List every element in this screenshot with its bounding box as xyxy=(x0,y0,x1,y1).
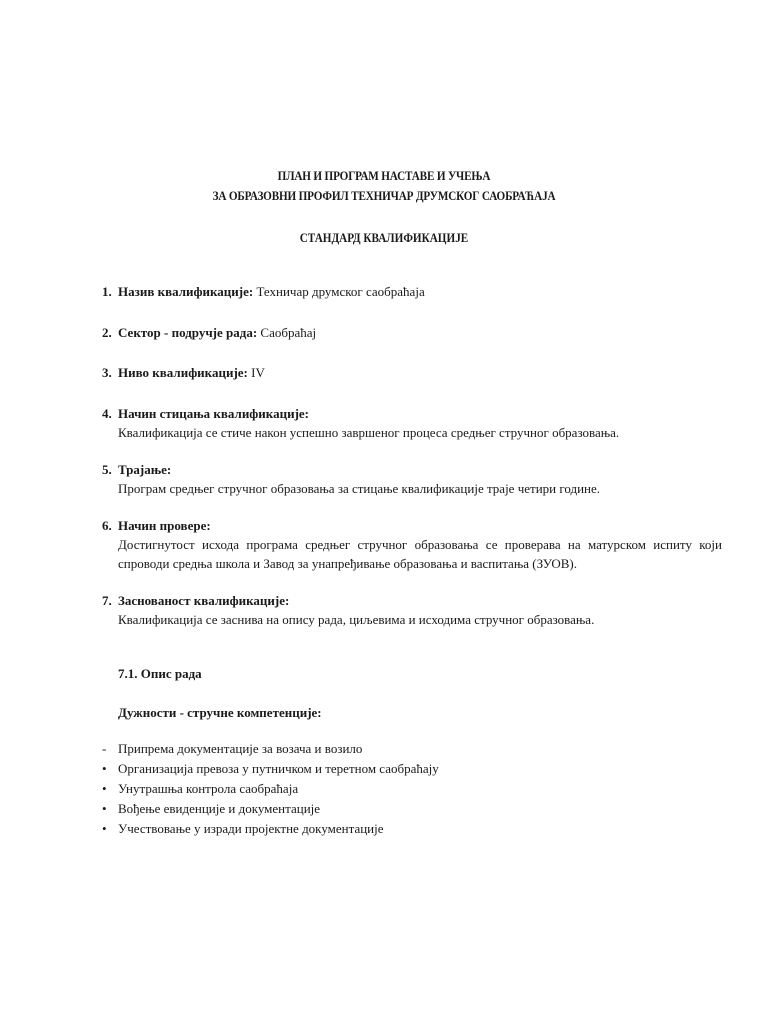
item-description: Квалификација се стиче након успешно завршеног процеса средњег стручног образовања. xyxy=(118,425,620,440)
item-label: Трајање: xyxy=(118,462,172,477)
duty-text: Припрема документације за возача и возило xyxy=(118,741,363,756)
list-item xyxy=(102,591,722,629)
duties-list xyxy=(102,739,602,839)
list-item xyxy=(102,759,602,779)
item-number: 3. xyxy=(102,365,112,380)
list-item xyxy=(102,799,602,819)
bullet-icon: • xyxy=(102,821,107,836)
duty-text: Вођење евиденције и документације xyxy=(118,801,321,816)
list-item xyxy=(102,460,722,498)
item-description: Програм средњег стручног образовања за стицање квалификације траје четири године. xyxy=(118,481,601,496)
item-number: 6. xyxy=(102,518,112,533)
title-block xyxy=(0,166,768,248)
item-number: 5. xyxy=(102,462,112,477)
item-label: Начин провере: xyxy=(118,518,211,533)
qualification-list xyxy=(102,282,722,629)
item-label: Ниво квалификације: xyxy=(118,365,248,380)
list-item xyxy=(102,819,602,839)
item-number: 1. xyxy=(102,284,112,299)
item-label: Сектор - подручје рада: xyxy=(118,325,258,340)
document-title-line-2: ЗА ОБРАЗОВНИ ПРОФИЛ ТЕХНИЧАР ДРУМСКОГ САОБРАЋАЈА xyxy=(212,188,556,203)
item-number: 2. xyxy=(102,325,112,340)
list-item xyxy=(102,363,722,382)
item-number: 7. xyxy=(102,593,112,608)
document-subtitle: СТАНДАРД КВАЛИФИКАЦИЈЕ xyxy=(299,230,469,245)
item-value: Саобраћај xyxy=(257,325,317,340)
duty-text: Унутрашња контрола саобраћаја xyxy=(118,781,299,796)
list-item xyxy=(102,323,722,342)
item-label: Назив квалификације: xyxy=(118,284,254,299)
list-item xyxy=(102,282,722,301)
duty-text: Учествовање у изради пројектне документације xyxy=(118,821,384,836)
list-item xyxy=(102,516,722,573)
item-description: Достигнутост исхода програма средњег стручног образовања се проверава на матурском испиту који спроводи средња школа и Завод за унапређивање образовања и васпитања (ЗУОВ). xyxy=(118,537,722,571)
bullet-icon: • xyxy=(102,761,107,776)
bullet-icon: • xyxy=(102,781,107,796)
duty-text: Организација превоза у путничком и теретном саобраћају xyxy=(118,761,439,776)
item-value: Техничар друмског саобраћаја xyxy=(253,284,425,299)
list-item xyxy=(102,404,722,442)
item-label: Начин стицања квалификације: xyxy=(118,406,309,421)
duties-heading: Дужности - стручне компетенције: xyxy=(118,705,322,720)
item-value: IV xyxy=(247,365,265,380)
bullet-icon: • xyxy=(102,801,107,816)
document-title-line-1: ПЛАН И ПРОГРАМ НАСТАВЕ И УЧЕЊА xyxy=(277,168,491,183)
list-item xyxy=(102,739,602,759)
item-number: 4. xyxy=(102,406,112,421)
bullet-icon: - xyxy=(102,741,107,756)
list-item xyxy=(102,779,602,799)
section-7-1-heading: 7.1. Опис рада xyxy=(118,666,202,681)
item-description: Квалификација се заснива на опису рада, циљевима и исходима стручног образовања. xyxy=(118,612,595,627)
item-label: Заснованост квалификације: xyxy=(118,593,290,608)
